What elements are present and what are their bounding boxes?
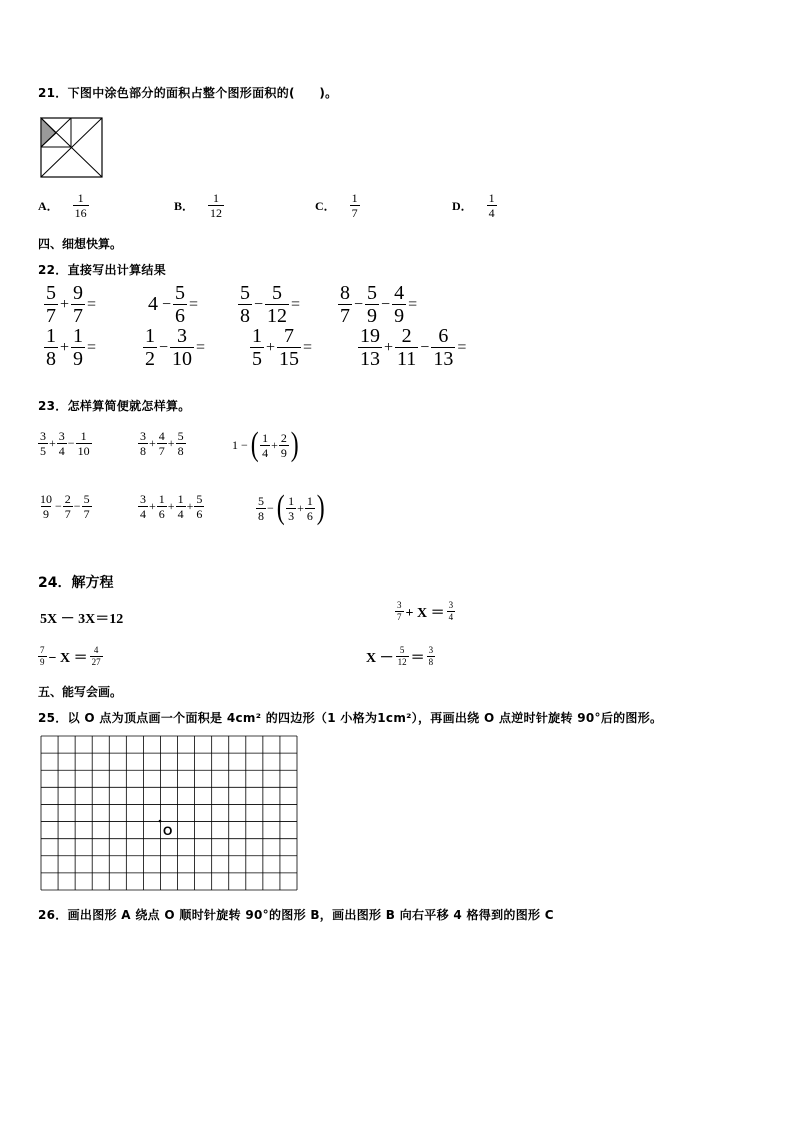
operator: = [408,295,418,313]
question-25-text: 25．以 O 点为顶点画一个面积是 4cm² 的四边形（1 小格为1cm²），再画出绕 O 点逆时针旋转 90°后的图形。 [38,711,663,725]
q22-expr [358,326,468,369]
q23-expr [256,491,326,525]
operator: + [167,499,175,513]
fraction: $\frac{2}{11}$ [397,325,417,370]
fraction: $\frac{1}{3}$ [288,493,295,523]
q22-expr [44,326,98,369]
fraction: $\frac{4}{7}$ [158,429,165,458]
expr-text: X － [366,650,394,666]
fraction: $\frac{7}{15}$ [279,325,300,370]
operator: − [73,499,81,513]
fraction: $\frac{3}{10}$ [172,325,193,370]
operator: + [60,295,70,313]
q23-expr [38,493,92,520]
operator: + [384,338,394,356]
operator: − [381,295,391,313]
operator: = [196,338,206,356]
fraction: $\frac{1}{2}$ [145,325,155,370]
operator: − [354,295,364,313]
expr-text: 4 [148,293,158,315]
operator: − [267,500,274,515]
q22-expr [250,326,314,369]
q22-expr [143,326,207,369]
operator: − [55,499,62,513]
fraction: $\frac{9}{7}$ [73,282,84,327]
question-22-text: 22．直接写出计算结果 [38,263,166,277]
fraction: $\frac{1}{6}$ [158,492,165,521]
fraction: $\frac{7}{9}$ [40,645,45,667]
fraction: $\frac{1}{4}$ [262,430,269,460]
fraction: $\frac{5}{12}$ [267,282,288,327]
fraction: $\frac{3}{8}$ [140,429,146,458]
operator: + [60,338,70,356]
operator: = [87,338,97,356]
option-a: A． $\frac{1}{16}$ [38,191,87,220]
fraction: $\frac{3}{4}$ [448,600,454,622]
operator: − [67,436,75,450]
section-4-heading: 四、细想快算。 [38,237,123,251]
q23-expr [230,428,300,462]
option-c: C． $\frac{1}{7}$ [315,191,358,220]
option-b: B． $\frac{1}{12}$ [174,191,223,220]
fraction: $\frac{1}{10}$ [77,429,90,458]
operator: + [49,436,56,450]
fraction: $\frac{5}{7}$ [83,492,90,521]
fraction: $\frac{3}{8}$ [428,645,434,667]
fraction: $\frac{1}{6}$ [306,493,313,523]
point-o-marker [159,820,162,823]
q22-expr [44,283,98,326]
equation-1 [38,608,125,628]
fraction: $\frac{1}{4}$ [177,492,184,521]
fraction: $\frac{6}{13}$ [433,325,454,370]
fraction: $\frac{5}{9}$ [367,282,378,327]
equation-2 [395,601,455,622]
fraction: $\frac{8}{7}$ [340,282,350,327]
operator: − [241,437,248,452]
expr-text: + X ＝ [405,605,445,621]
expr-text: − X ＝ [48,650,88,666]
operator: = [457,338,467,356]
parenthesis: ( [250,426,259,463]
fraction: $\frac{5}{7}$ [46,282,56,327]
fraction: $\frac{3}{4}$ [58,429,65,458]
operator: + [266,338,276,356]
fraction: $\frac{19}{13}$ [360,325,380,370]
operator: − [162,295,172,313]
fraction: $\frac{2}{7}$ [64,492,71,521]
fraction: $\frac{1}{8}$ [46,325,56,370]
fraction: $\frac{5}{6}$ [175,282,186,327]
expr-text: 1 [232,437,238,452]
question-21-text: 21．下图中涂色部分的面积占整个图形面积的( )。 [38,86,338,100]
q21-shaded-figure [40,117,104,179]
fraction: $\frac{5}{8}$ [240,282,250,327]
operator: + [271,437,278,452]
fraction: $\frac{4}{27}$ [91,645,101,667]
q23-expr [138,493,204,520]
section-5-heading: 五、能写会画。 [38,685,123,699]
operator: = [87,295,97,313]
fraction: $\frac{2}{9}$ [280,430,287,460]
parenthesis: ) [290,426,299,463]
q22-expr [238,283,302,326]
question-24-text: 24．解方程 [38,575,114,591]
fraction: $\frac{4}{9}$ [394,282,405,327]
parenthesis: ( [276,489,285,526]
q22-expr [338,283,419,326]
operator: = [303,338,313,356]
operator: + [167,436,175,450]
operator: + [297,500,304,515]
equation-4 [364,646,435,667]
option-d: D． $\frac{1}{4}$ [452,191,495,220]
expr-text: 5X － 3X＝12 [40,612,124,627]
fraction: $\frac{3}{7}$ [397,600,402,622]
operator: − [159,338,169,356]
operator: − [420,338,430,356]
operator: = [291,295,301,313]
operator: = [189,295,199,313]
fraction: $\frac{1}{9}$ [73,325,84,370]
fraction: $\frac{1}{5}$ [252,325,262,370]
operator: + [149,499,156,513]
fraction: $\frac{5}{8}$ [258,493,264,523]
square-grid [40,735,300,893]
q23-expr [138,430,186,457]
operator: + [186,499,194,513]
fraction: $\frac{5}{8}$ [177,429,184,458]
equation-3 [38,646,103,667]
expr-text: ＝ [410,650,425,666]
q23-expr [38,430,92,457]
fraction: $\frac{5}{6}$ [196,492,203,521]
operator: − [254,295,264,313]
fraction: $\frac{3}{5}$ [40,429,46,458]
question-23-text: 23．怎样算简便就怎样算。 [38,399,191,413]
q22-expr [146,283,200,326]
operator: + [149,436,156,450]
parenthesis: ) [316,489,325,526]
fraction: $\frac{10}{9}$ [40,492,52,521]
point-o-label: O [163,824,173,838]
fraction: $\frac{3}{4}$ [140,492,146,521]
fraction: $\frac{5}{12}$ [397,645,407,667]
question-26-text: 26．画出图形 A 绕点 O 顺时针旋转 90°的图形 B，画出图形 B 向右平移 4 格得到的图形 C [38,908,554,922]
